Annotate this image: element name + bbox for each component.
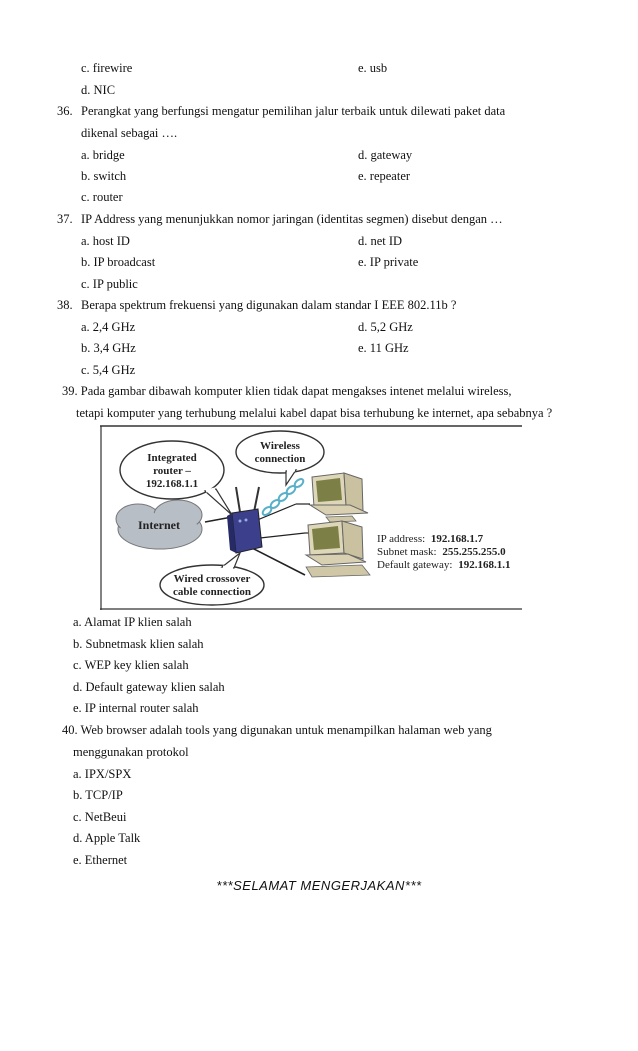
q37-option-c: c. IP public [81, 277, 138, 291]
wired-callout [160, 553, 264, 605]
wired-computer-icon [306, 521, 370, 577]
q36-option-b: b. switch [81, 169, 127, 183]
q38-question-line1: Berapa spektrum frekuensi yang digunakan dalam standar I EEE 802.11b ? [81, 298, 457, 312]
q36-question-line2: dikenal sebagai …. [81, 126, 178, 140]
q36-option-d: d. gateway [358, 148, 413, 162]
q37-option-e: e. IP private [358, 255, 419, 269]
q38-option-a: a. 2,4 GHz [81, 320, 136, 334]
wireless-callout [236, 431, 324, 485]
q36-question-line1: Perangkat yang berfungsi mengatur pemilihan jalur terbaik untuk dilewati paket data [81, 104, 506, 118]
default-gateway-label: Default gateway: [377, 559, 453, 571]
q37-option-b: b. IP broadcast [81, 255, 156, 269]
q38-option-c: c. 5,4 GHz [81, 363, 136, 377]
q39-option-e: e. IP internal router salah [73, 701, 199, 715]
q36-option-e: e. repeater [358, 169, 411, 183]
wireless-label-line1: Wireless [260, 440, 300, 452]
client-ip-config [377, 533, 510, 571]
q36-option-a: a. bridge [81, 148, 125, 162]
q40-option-a: a. IPX/SPX [73, 767, 132, 781]
router-label-line2: router – [153, 465, 191, 477]
q38-option-d: d. 5,2 GHz [358, 320, 413, 334]
default-gateway-value: 192.168.1.1 [458, 559, 511, 571]
q37-option-d: d. net ID [358, 234, 403, 248]
wireless-label-line2: connection [254, 453, 306, 465]
network-diagram [100, 425, 522, 610]
q35-option-d: d. NIC [81, 83, 116, 97]
q37-question-line1: IP Address yang menunjukkan nomor jaringan (identitas segmen) disebut dengan … [81, 212, 503, 226]
q38-option-e: e. 11 GHz [358, 341, 409, 355]
svg-text:IP address: 192.168.1. [377, 533, 484, 545]
closing-message: ***SELAMAT MENGERJAKAN*** [216, 878, 422, 893]
q38-option-b: b. 3,4 GHz [81, 341, 136, 355]
q39-question-line1: 39. Pada gambar dibawah komputer klien tidak dapat mengakses intenet melalui wireless, [62, 384, 512, 398]
router-label-line3: 192.168.1.1 [145, 478, 199, 490]
svg-text:Default gateway: 192.1 [377, 559, 510, 571]
q38-number: 38. [57, 298, 73, 312]
router-icon [227, 487, 262, 553]
wired-label-line1: Wired crossover [173, 573, 251, 585]
q39-option-a: a. Alamat IP klien salah [73, 615, 192, 629]
q37-option-a: a. host ID [81, 234, 130, 248]
ip-address-value: 192.168.1.7 [430, 533, 484, 545]
q40-option-e: e. Ethernet [73, 853, 128, 867]
q39-option-c: c. WEP key klien salah [73, 658, 189, 672]
svg-text:Subnet mask: 255.255.2 [377, 546, 506, 558]
q40-question-line1: 40. Web browser adalah tools yang digunakan untuk menampilkan halaman web yang [62, 723, 492, 737]
q36-number: 36. [57, 104, 73, 118]
q40-question-line2: menggunakan protokol [73, 745, 189, 759]
q37-number: 37. [57, 212, 73, 226]
wired-label-line2: cable connection [173, 586, 251, 598]
q39-option-b: b. Subnetmask klien salah [73, 637, 204, 651]
q39-question-line2: tetapi komputer yang terhubung melalui kabel dapat bisa terhubung ke internet, apa sebabnya ? [76, 406, 553, 420]
q35-option-c: c. firewire [81, 61, 133, 75]
ip-address-label: IP address: [377, 533, 426, 545]
wireless-signal-icon [261, 477, 305, 516]
internet-cloud [116, 500, 202, 549]
q39-option-d: d. Default gateway klien salah [73, 680, 225, 694]
q35-option-e: e. usb [358, 61, 388, 75]
q40-option-c: c. NetBeui [73, 810, 127, 824]
router-label-line1: Integrated [147, 452, 197, 464]
wireless-computer-icon [310, 473, 368, 522]
subnet-mask-value: 255.255.255.0 [442, 546, 506, 558]
subnet-mask-label: Subnet mask: [377, 546, 437, 558]
internet-label: Internet [138, 518, 180, 532]
q40-option-d: d. Apple Talk [73, 831, 141, 845]
q36-option-c: c. router [81, 190, 123, 204]
q40-option-b: b. TCP/IP [73, 788, 123, 802]
